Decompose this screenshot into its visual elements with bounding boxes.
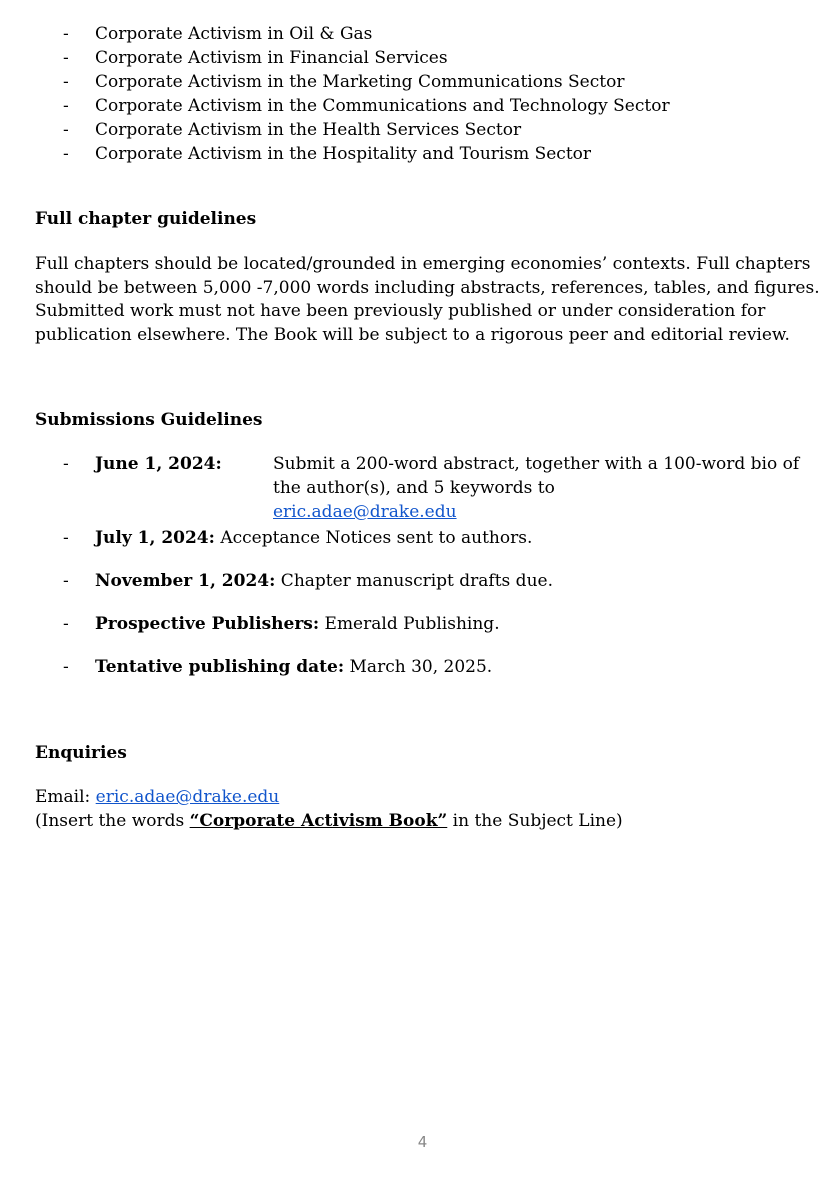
paragraph-line: Full chapters should be located/grounded in emerging economies’ contexts. Full chapters xyxy=(35,254,811,274)
bullet-dash: - xyxy=(63,24,69,44)
sector-list xyxy=(35,22,795,166)
paragraph-line: should be between 5,000 -7,000 words including abstracts, references, tables, and figures. xyxy=(35,277,820,298)
sector-text: Corporate Activism in the Health Services Sector xyxy=(95,120,522,140)
deadline-text: Acceptance Notices sent to authors. xyxy=(214,528,533,548)
subject-note-keyword: “Corporate Activism Book” xyxy=(189,810,448,831)
submission-item-publishers xyxy=(35,612,795,636)
bullet-dash: - xyxy=(63,96,69,116)
submission-content xyxy=(95,655,492,679)
submission-item-november xyxy=(35,569,795,593)
submission-item-june xyxy=(35,452,800,522)
bullet-dash: - xyxy=(63,144,69,164)
submission-content xyxy=(95,452,222,476)
bullet-dash: - xyxy=(63,528,69,548)
paragraph-line: Submitted work must not have been previously published or under consideration for xyxy=(35,301,766,321)
list-item xyxy=(35,118,795,142)
email-label: Email: xyxy=(35,787,96,807)
june-description-text: the author(s), and 5 keywords to xyxy=(273,478,555,498)
publishers-text: Emerald Publishing. xyxy=(319,614,500,634)
enquiries-heading: Enquiries xyxy=(35,743,127,763)
sector-text: Corporate Activism in the Hospitality and Tourism Sector xyxy=(95,144,592,164)
full-chapter-paragraph xyxy=(35,253,820,347)
bullet-dash: - xyxy=(63,614,69,634)
list-item xyxy=(35,22,795,46)
deadline-text: Chapter manuscript drafts due. xyxy=(275,571,553,591)
submission-item-publishing-date xyxy=(35,655,795,679)
list-item xyxy=(35,142,795,166)
sector-text: Corporate Activism in the Communications and Technology Sector xyxy=(95,96,670,116)
subject-note-suffix: in the Subject Line) xyxy=(447,810,623,831)
deadline-label: July 1, 2024: xyxy=(95,528,215,548)
submission-content xyxy=(95,526,532,550)
list-item xyxy=(35,94,795,118)
enquiries-contact xyxy=(35,786,795,833)
bullet-dash: - xyxy=(63,454,69,474)
email-row xyxy=(35,786,795,810)
list-item xyxy=(35,46,795,70)
publishing-date-text: March 30, 2025. xyxy=(344,657,493,677)
submission-content xyxy=(95,569,553,593)
publishing-date-label: Tentative publishing date: xyxy=(95,657,345,677)
paragraph-line: publication elsewhere. The Book will be subject to a rigorous peer and editorial review. xyxy=(35,324,790,345)
sector-text: Corporate Activism in Financial Services xyxy=(95,48,448,68)
june-description-line xyxy=(273,476,803,524)
bullet-dash: - xyxy=(63,120,69,140)
june-description-line: Submit a 200-word abstract, together with a 100-word bio of xyxy=(273,454,800,474)
list-item xyxy=(35,70,795,94)
full-chapter-heading: Full chapter guidelines xyxy=(35,209,257,229)
bullet-dash: - xyxy=(63,571,69,591)
submission-content xyxy=(95,612,500,636)
subject-note-prefix: (Insert the words xyxy=(35,810,190,831)
publishers-label: Prospective Publishers: xyxy=(95,614,320,634)
page-number: 4 xyxy=(417,1133,428,1151)
june-description xyxy=(273,452,803,524)
bullet-dash: - xyxy=(63,657,69,677)
subject-note xyxy=(35,810,795,834)
submission-email-link[interactable]: eric.adae@drake.edu xyxy=(273,502,457,522)
bullet-dash: - xyxy=(63,72,69,92)
submission-item-july xyxy=(35,526,795,550)
bullet-dash: - xyxy=(63,48,69,68)
enquiries-email-link[interactable]: eric.adae@drake.edu xyxy=(95,787,280,807)
deadline-label: November 1, 2024: xyxy=(95,571,276,591)
sector-text: Corporate Activism in the Marketing Communications Sector xyxy=(95,72,625,92)
sector-text: Corporate Activism in Oil & Gas xyxy=(95,24,373,44)
submissions-heading: Submissions Guidelines xyxy=(35,410,263,430)
deadline-label: June 1, 2024: xyxy=(95,454,222,474)
